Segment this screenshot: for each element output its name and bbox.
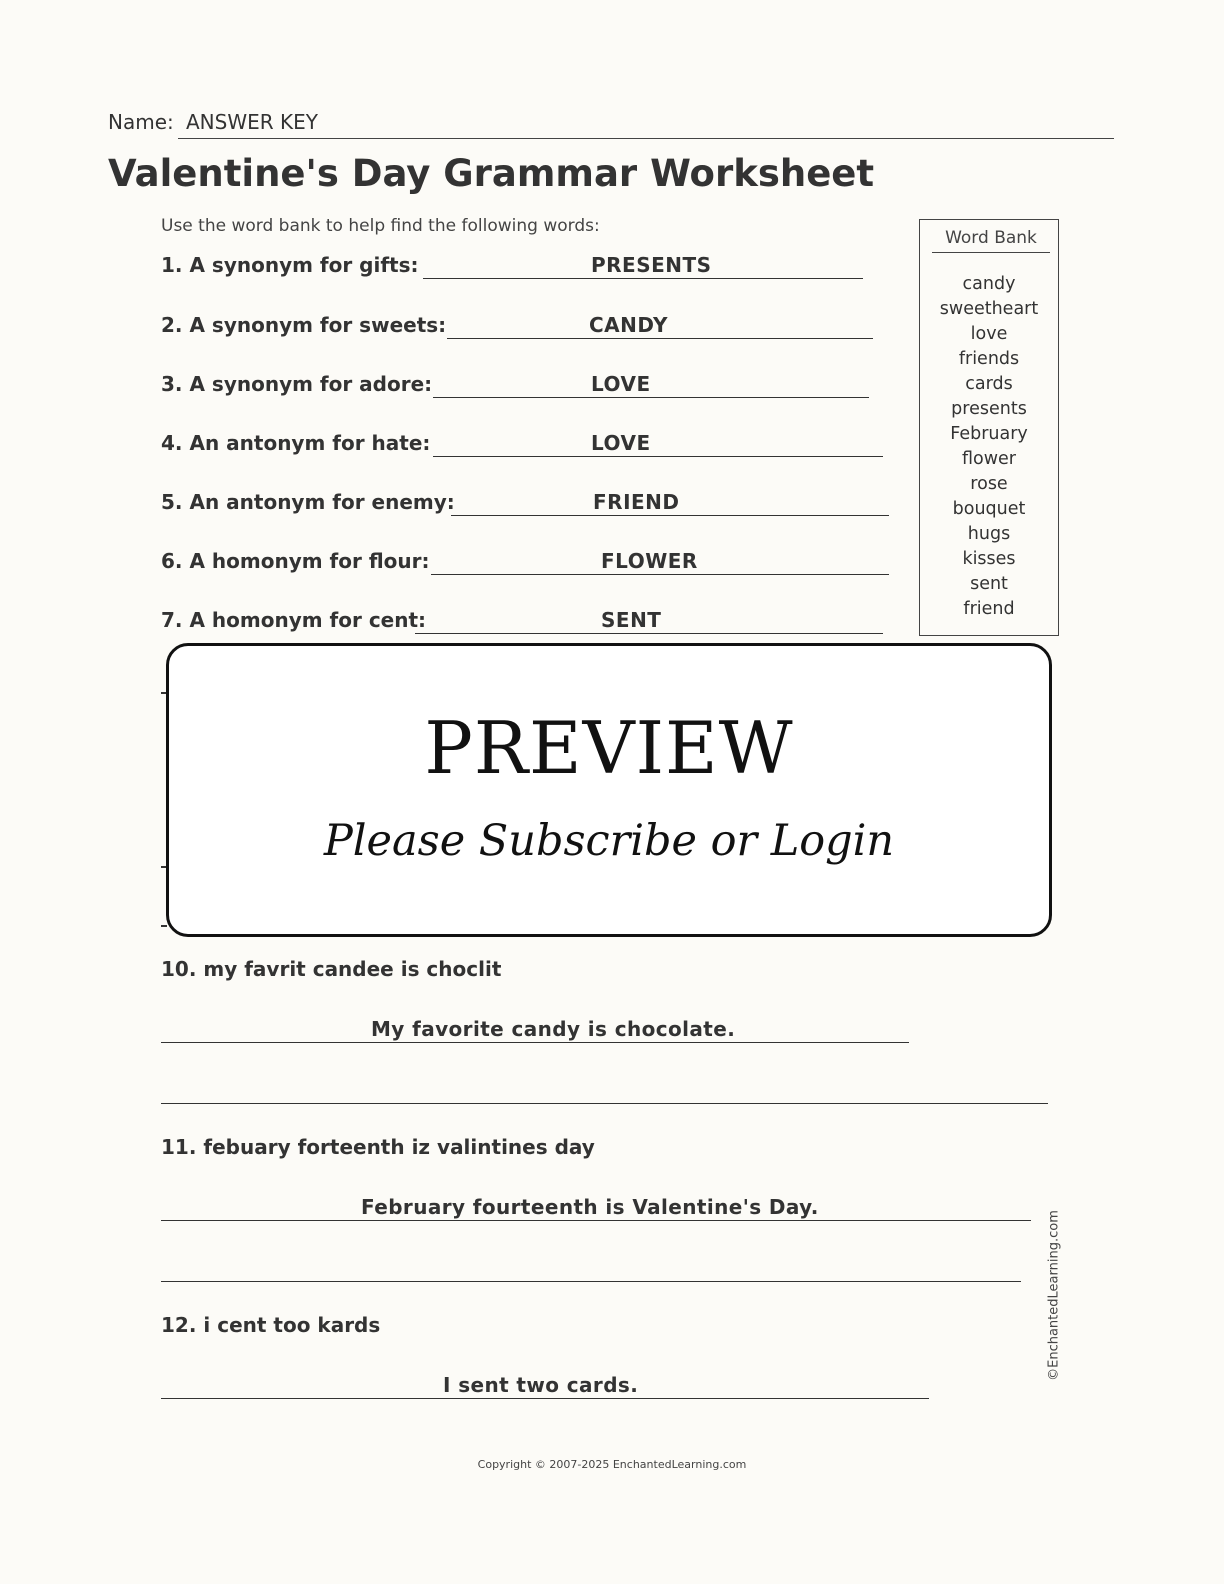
answer-line [433, 430, 883, 457]
question-answer: PRESENTS [591, 253, 712, 277]
question-answer: FLOWER [601, 549, 698, 573]
preview-overlay[interactable] [166, 643, 1052, 937]
word-bank-word: kisses [962, 549, 1016, 569]
blank-line [161, 1281, 1021, 1282]
question-answer: LOVE [591, 372, 651, 396]
question-prompt: 4. An antonym for hate: [161, 431, 431, 455]
correction-prompt-12: 12. i cent too kards [161, 1313, 381, 1337]
word-bank-word: rose [970, 474, 1008, 494]
question-answer: LOVE [591, 431, 651, 455]
correction-answer: February fourteenth is Valentine's Day. [361, 1195, 819, 1219]
question-6 [161, 547, 899, 577]
side-credit-text: ©EnchantedLearning.com [1046, 1210, 1062, 1381]
preview-title: PREVIEW [424, 706, 794, 790]
blank-line [161, 1103, 1048, 1104]
word-bank-word: love [970, 324, 1008, 344]
name-row [108, 110, 1114, 140]
question-4 [161, 429, 893, 459]
question-1 [161, 251, 873, 281]
subscribe-login-link[interactable]: Please Subscribe or Login [323, 816, 895, 866]
name-field: ANSWER KEY [178, 110, 1114, 139]
correction-answer-11 [161, 1193, 1041, 1223]
word-bank-word: cards [965, 374, 1013, 394]
instructions: Use the word bank to help find the following words: [161, 216, 600, 236]
word-bank-list [920, 272, 1058, 622]
word-bank-word: February [950, 424, 1028, 444]
question-prompt: 7. A homonym for cent: [161, 608, 427, 632]
side-credit [1034, 1208, 1062, 1388]
page-title: Valentine's Day Grammar Worksheet [108, 152, 875, 195]
word-bank-word: flower [961, 449, 1016, 469]
word-bank-word: bouquet [952, 499, 1026, 519]
question-prompt: 2. A synonym for sweets: [161, 313, 447, 337]
question-prompt: 6. A homonym for flour: [161, 549, 430, 573]
question-answer: FRIEND [593, 490, 680, 514]
question-answer: CANDY [589, 313, 669, 337]
question-prompt: 3. A synonym for adore: [161, 372, 433, 396]
word-bank-title: Word Bank [932, 228, 1050, 253]
question-2 [161, 311, 883, 341]
word-bank-word: friend [963, 599, 1015, 619]
correction-answer: My favorite candy is chocolate. [371, 1017, 736, 1041]
question-7 [161, 606, 893, 636]
copyright-footer: Copyright © 2007-2025 EnchantedLearning.com [477, 1458, 747, 1471]
word-bank-word: candy [962, 274, 1016, 294]
word-bank-word: sweetheart [939, 299, 1039, 319]
correction-answer: I sent two cards. [443, 1373, 639, 1397]
word-bank-word: presents [951, 399, 1027, 419]
name-label: Name: [108, 110, 174, 134]
correction-answer-10 [161, 1015, 921, 1045]
question-prompt: 5. An antonym for enemy: [161, 490, 455, 514]
question-answer: SENT [601, 608, 662, 632]
correction-prompt-10: 10. my favrit candee is choclit [161, 957, 502, 981]
word-bank [919, 219, 1059, 636]
question-prompt: 1. A synonym for gifts: [161, 253, 419, 277]
answer-line [433, 371, 869, 398]
word-bank-word: friends [958, 349, 1020, 369]
question-3 [161, 370, 883, 400]
word-bank-word: hugs [967, 524, 1011, 544]
correction-answer-12 [161, 1371, 941, 1401]
correction-prompt-11: 11. febuary forteenth iz valintines day [161, 1135, 595, 1159]
word-bank-word: sent [970, 574, 1008, 594]
question-5 [161, 488, 899, 518]
